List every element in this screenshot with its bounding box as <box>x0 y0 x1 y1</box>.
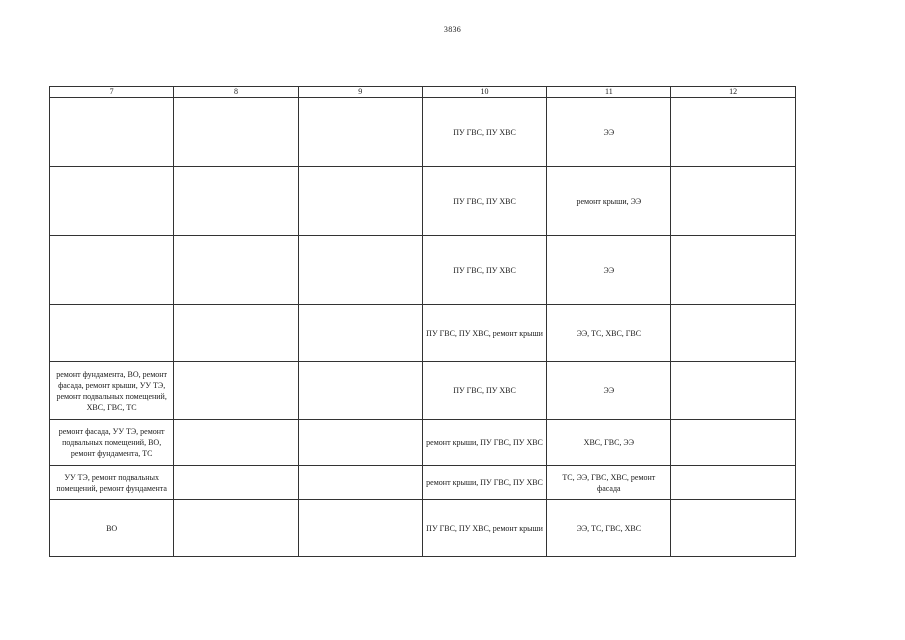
column-header: 8 <box>174 87 298 98</box>
table-cell: ЭЭ <box>547 236 671 305</box>
table-cell: ПУ ГВС, ПУ ХВС <box>422 236 546 305</box>
table-cell <box>298 98 422 167</box>
table-cell: ЭЭ, ТС, ГВС, ХВС <box>547 500 671 557</box>
table-cell <box>50 305 174 362</box>
table-cell: УУ ТЭ, ремонт подвальных помещений, ремонт фундамента <box>50 466 174 500</box>
table-cell <box>298 420 422 466</box>
table-row <box>50 98 796 167</box>
table-cell <box>298 167 422 236</box>
table-cell: ремонт крыши, ЭЭ <box>547 167 671 236</box>
column-header: 12 <box>671 87 795 98</box>
table-cell <box>671 167 795 236</box>
table-cell <box>174 500 298 557</box>
table-cell <box>50 167 174 236</box>
table-cell: ХВС, ГВС, ЭЭ <box>547 420 671 466</box>
table-cell <box>671 500 795 557</box>
page-number: 3836 <box>443 25 462 34</box>
column-header: 11 <box>547 87 671 98</box>
table-row <box>50 305 796 362</box>
table-cell <box>50 236 174 305</box>
table-cell <box>174 305 298 362</box>
column-header: 7 <box>50 87 174 98</box>
table-cell <box>671 420 795 466</box>
table-cell: ПУ ГВС, ПУ ХВС, ремонт крыши <box>422 500 546 557</box>
table-cell <box>298 466 422 500</box>
table-cell <box>298 236 422 305</box>
table-cell: ПУ ГВС, ПУ ХВС <box>422 167 546 236</box>
table-cell <box>298 500 422 557</box>
table-cell <box>174 98 298 167</box>
table-row <box>50 466 796 500</box>
table-cell <box>671 305 795 362</box>
table-cell: ПУ ГВС, ПУ ХВС <box>422 98 546 167</box>
table-row <box>50 362 796 420</box>
table-cell: ТС, ЭЭ, ГВС, ХВС, ремонт фасада <box>547 466 671 500</box>
table-cell <box>174 420 298 466</box>
table-cell <box>298 305 422 362</box>
table-cell: ПУ ГВС, ПУ ХВС, ремонт крыши <box>422 305 546 362</box>
column-header: 9 <box>298 87 422 98</box>
table-row <box>50 500 796 557</box>
table-cell: ремонт фасада, УУ ТЭ, ремонт подвальных помещений, ВО, ремонт фундамента, ТС <box>50 420 174 466</box>
table-cell <box>174 167 298 236</box>
table-cell: ВО <box>50 500 174 557</box>
table-cell: ремонт фундамента, ВО, ремонт фасада, ремонт крыши, УУ ТЭ, ремонт подвальных помещений, ХВС, ГВС, ТС <box>50 362 174 420</box>
table-cell <box>174 362 298 420</box>
table-cell: ремонт крыши, ПУ ГВС, ПУ ХВС <box>422 420 546 466</box>
table-cell <box>174 466 298 500</box>
table-row <box>50 420 796 466</box>
table-cell <box>671 98 795 167</box>
data-table <box>49 86 796 557</box>
table-cell: ремонт крыши, ПУ ГВС, ПУ ХВС <box>422 466 546 500</box>
header-row <box>50 87 796 98</box>
table-cell <box>671 362 795 420</box>
table-cell <box>298 362 422 420</box>
table-cell: ЭЭ, ТС, ХВС, ГВС <box>547 305 671 362</box>
column-header: 10 <box>422 87 546 98</box>
table-cell <box>671 236 795 305</box>
table-cell <box>50 98 174 167</box>
table-cell: ПУ ГВС, ПУ ХВС <box>422 362 546 420</box>
table-row <box>50 167 796 236</box>
table-cell: ЭЭ <box>547 362 671 420</box>
table-cell <box>174 236 298 305</box>
table-cell: ЭЭ <box>547 98 671 167</box>
table-row <box>50 236 796 305</box>
table-cell <box>671 466 795 500</box>
